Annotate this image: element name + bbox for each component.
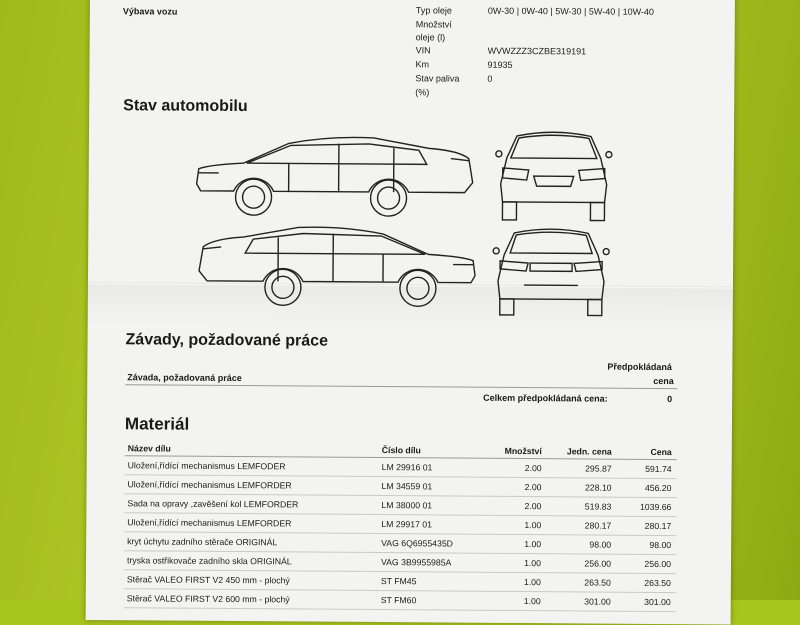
part-price: 456.20 bbox=[645, 483, 672, 493]
car-state-title: Stav automobilu bbox=[123, 97, 248, 116]
part-qty: 2.00 bbox=[525, 463, 542, 473]
part-qty: 2.00 bbox=[525, 482, 542, 492]
col-header-name: Název dílu bbox=[128, 443, 171, 453]
car-side-left-icon bbox=[193, 219, 484, 311]
car-front-icon bbox=[488, 128, 619, 229]
part-unit-price: 98.00 bbox=[589, 540, 611, 550]
part-price: 263.50 bbox=[644, 578, 671, 588]
part-code: LM 38000 01 bbox=[381, 500, 432, 510]
part-code: LM 29917 01 bbox=[381, 519, 432, 529]
car-side-right-icon bbox=[188, 129, 479, 221]
part-price: 280.17 bbox=[645, 521, 672, 531]
part-code: VAG 3B9955985A bbox=[381, 557, 451, 567]
table-row bbox=[124, 589, 676, 612]
part-unit-price: 280.17 bbox=[585, 520, 612, 530]
km-value: 91935 bbox=[487, 60, 512, 70]
part-unit-price: 256.00 bbox=[584, 558, 611, 568]
car-rear-icon bbox=[486, 225, 617, 326]
part-price: 301.00 bbox=[644, 597, 671, 607]
part-qty: 1.00 bbox=[524, 577, 541, 587]
part-qty: 1.00 bbox=[524, 520, 541, 530]
defects-total-label: Celkem předpokládaná cena: bbox=[483, 393, 608, 404]
defects-title: Závady, požadované práce bbox=[125, 331, 328, 350]
km-label: Km bbox=[415, 59, 429, 69]
part-name: tryska ostřikovače zadního skla ORIGINÁL bbox=[127, 555, 292, 566]
part-qty: 1.00 bbox=[524, 558, 541, 568]
col-header-price: Cena bbox=[651, 447, 672, 457]
equipment-label: Výbava vozu bbox=[123, 6, 178, 16]
part-unit-price: 519.83 bbox=[585, 501, 612, 511]
part-name: Uložení,řídící mechanismus LEMFODER bbox=[128, 460, 286, 471]
part-code: VAG 6Q6955435D bbox=[381, 538, 453, 549]
part-name: Sada na opravy ,zavěšení kol LEMFORDER bbox=[127, 498, 298, 509]
oil-type-value: 0W-30 | 0W-40 | 5W-30 | 5W-40 | 10W-40 bbox=[488, 6, 654, 17]
part-price: 1039.66 bbox=[640, 502, 671, 512]
part-unit-price: 295.87 bbox=[585, 463, 612, 473]
part-code: ST FM60 bbox=[381, 595, 417, 605]
oil-amount-label-2: oleje (l) bbox=[416, 32, 446, 42]
defects-price-header-2: cena bbox=[653, 376, 674, 386]
vin-value: WVWZZZ3CZBE319191 bbox=[488, 46, 587, 57]
material-table bbox=[124, 439, 677, 612]
oil-amount-label: Množství bbox=[416, 19, 452, 29]
defects-divider bbox=[125, 384, 677, 389]
service-document bbox=[86, 0, 735, 624]
defects-total-value: 0 bbox=[667, 394, 672, 404]
col-header-qty: Množství bbox=[505, 446, 542, 456]
defects-price-header: Předpokládaná bbox=[607, 362, 672, 372]
fuel-value: 0 bbox=[487, 74, 492, 84]
col-header-code: Číslo dílu bbox=[382, 445, 421, 455]
part-unit-price: 263.50 bbox=[584, 577, 611, 587]
col-header-unit-price: Jedn. cena bbox=[567, 446, 612, 456]
part-name: Uložení,řídící mechanismus LEMFORDER bbox=[128, 479, 292, 490]
part-code: LM 34559 01 bbox=[382, 481, 433, 491]
part-price: 591.74 bbox=[645, 464, 672, 474]
part-name: kryt úchytu zadního stěrače ORIGINÁL bbox=[127, 536, 277, 547]
part-price: 98.00 bbox=[649, 540, 671, 550]
part-code: ST FM45 bbox=[381, 576, 417, 586]
vin-label: VIN bbox=[416, 45, 431, 55]
part-price: 256.00 bbox=[644, 559, 671, 569]
fuel-label: Stav paliva bbox=[415, 73, 459, 83]
part-unit-price: 301.00 bbox=[584, 596, 611, 606]
part-unit-price: 228.10 bbox=[585, 482, 612, 492]
part-name: Stěrač VALEO FIRST V2 600 mm - plochý bbox=[127, 593, 290, 604]
part-code: LM 29916 01 bbox=[382, 462, 433, 472]
oil-type-label: Typ oleje bbox=[416, 5, 452, 15]
defects-desc-header: Závada, požadovaná práce bbox=[127, 372, 242, 383]
part-qty: 2.00 bbox=[524, 501, 541, 511]
part-qty: 1.00 bbox=[524, 596, 541, 606]
material-title: Materiál bbox=[125, 414, 189, 434]
part-name: Stěrač VALEO FIRST V2 450 mm - plochý bbox=[127, 574, 290, 585]
part-qty: 1.00 bbox=[524, 539, 541, 549]
part-name: Uložení,řídící mechanismus LEMFORDER bbox=[127, 517, 291, 528]
fuel-label-2: (%) bbox=[415, 87, 429, 97]
